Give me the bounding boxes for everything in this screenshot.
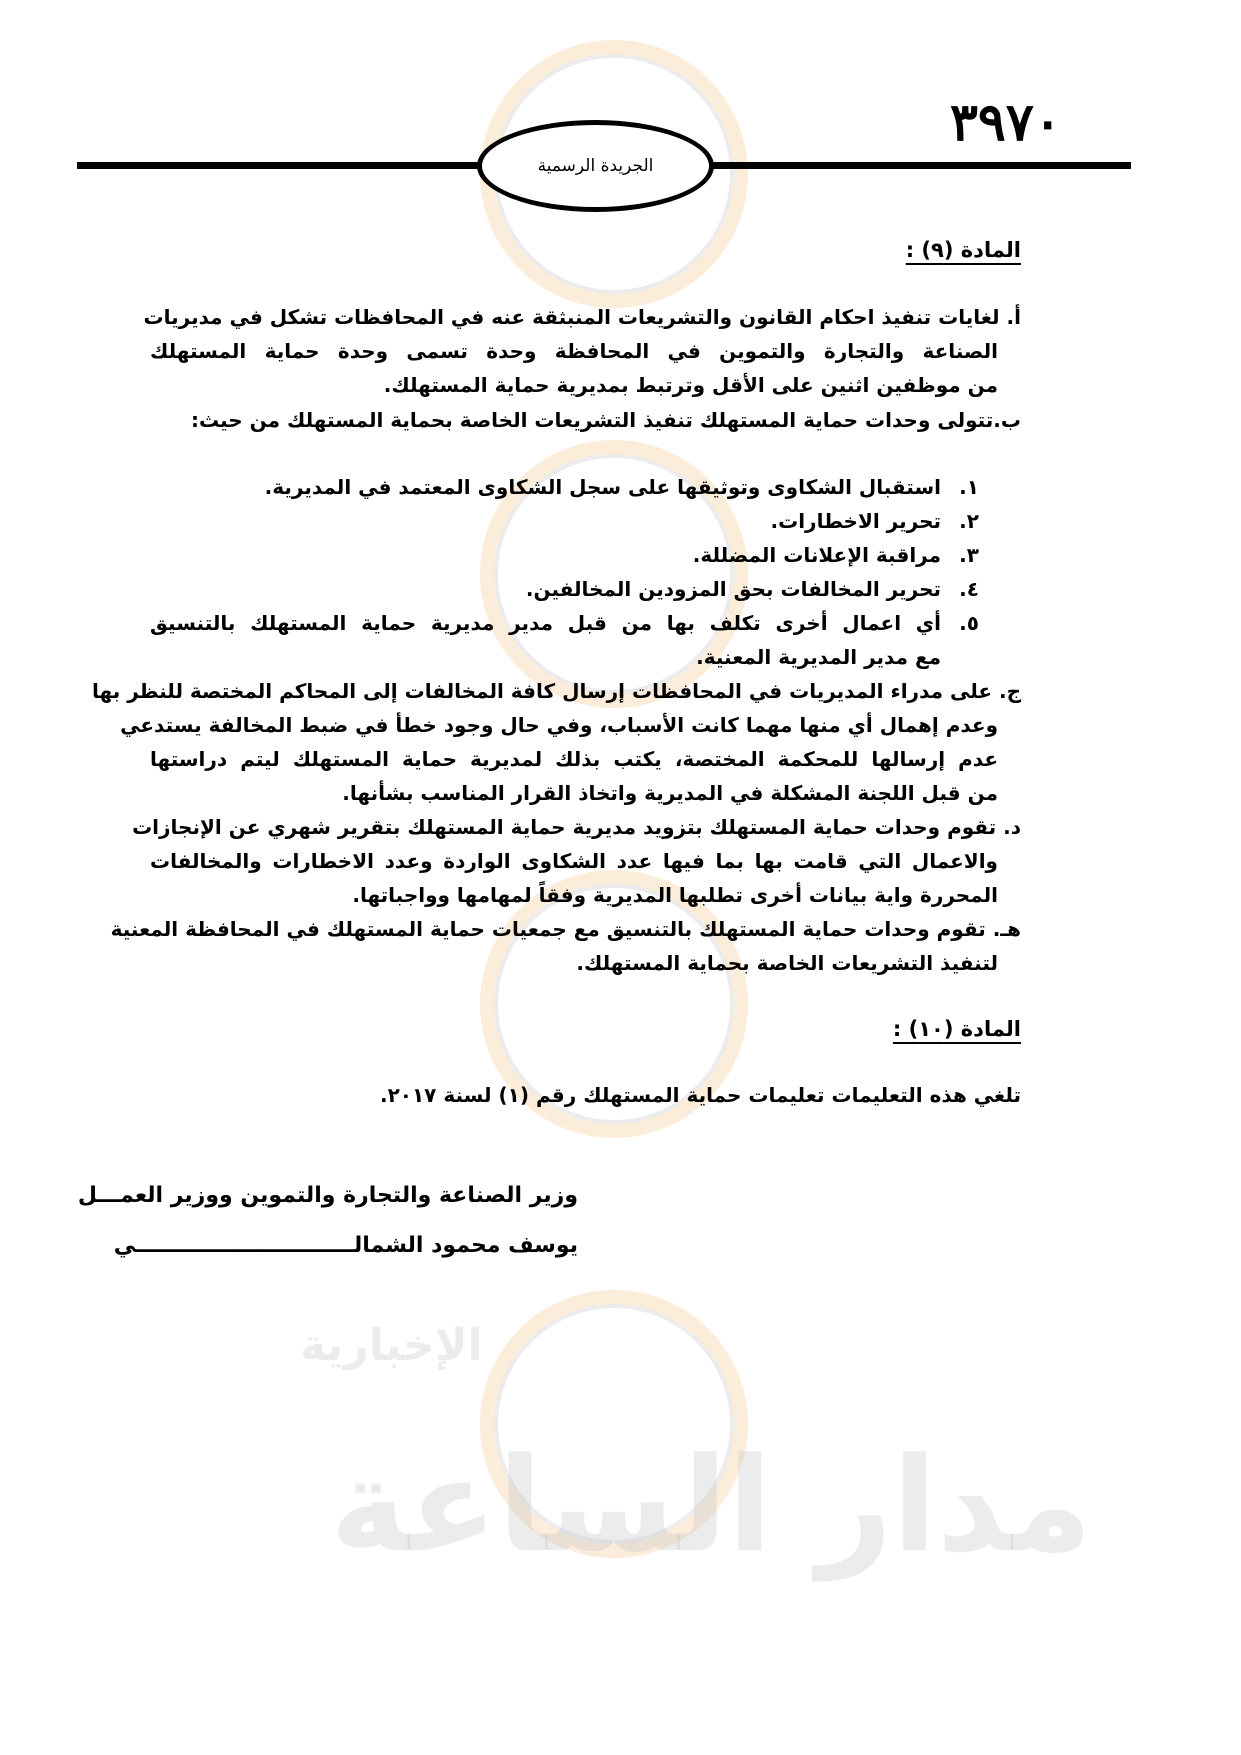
item-number: ١.: [959, 475, 979, 499]
item-text: أي اعمال أخرى تكلف بها من قبل مدير مديرية حماية المستهلك بالتنسيق: [150, 611, 941, 635]
item-text: تحرير الاخطارات.: [770, 509, 941, 533]
article-9-heading: المادة (٩) :: [905, 238, 1021, 262]
item-number: ٢.: [959, 509, 979, 533]
clause-d-line: د. تقوم وحدات حماية المستهلك بتزويد مديرية حماية المستهلك بتقرير شهري عن الإنجازات: [132, 815, 1021, 839]
clause-a-line: الصناعة والتجارة والتموين في المحافظة وحدة تسمى وحدة حماية المستهلك: [150, 339, 998, 363]
article-10-heading: المادة (١٠) :: [892, 1017, 1021, 1041]
clause-a-line: من موظفين اثنين على الأقل وترتبط بمديرية حماية المستهلك.: [383, 373, 998, 397]
clause-c-line: وعدم إهمال أي منها مهما كانت الأسباب، وفي حال وجود خطأ في ضبط المخالفة يستدعي: [120, 713, 998, 737]
item-text: استقبال الشكاوى وتوثيقها على سجل الشكاوى المعتمد في المديرية.: [264, 475, 941, 499]
minister-title: وزير الصناعة والتجارة والتموين ووزير العمـــل: [77, 1183, 578, 1208]
clause-e-line: هـ. تقوم وحدات حماية المستهلك بالتنسيق مع جمعيات حماية المستهلك في المحافظة المعنية: [110, 917, 1021, 941]
clause-d-line: المحررة واية بيانات أخرى تطلبها المديرية وفقاً لمهامها وواجباتها.: [352, 883, 998, 907]
clause-c-line: عدم إرسالها للمحكمة المختصة، يكتب بذلك لمديرية حماية المستهلك ليتم دراستها: [150, 747, 998, 771]
minister-name: يوسف محمود الشمالـــــــــــــــــــــــــــــي: [113, 1233, 578, 1258]
gazette-title: الجريدة الرسمية: [537, 156, 654, 176]
clause-b: ب.تتولى وحدات حماية المستهلك تنفيذ التشريعات الخاصة بحماية المستهلك من حيث:: [190, 408, 1021, 432]
gazette-title-ellipse: [477, 120, 714, 212]
item-number: ٤.: [959, 577, 979, 601]
clause-e-line: لتنفيذ التشريعات الخاصة بحماية المستهلك.: [576, 951, 998, 975]
clause-a-line: أ. لغايات تنفيذ احكام القانون والتشريعات المنبثقة عنه في المحافظات تشكل في مديريات: [143, 305, 1021, 329]
clause-c-line: ج. على مدراء المديريات في المحافظات إرسال كافة المخالفات إلى المحاكم المختصة للنظر بها: [92, 679, 1021, 703]
item-number: ٣.: [959, 543, 979, 567]
clause-d-line: والاعمال التي قامت بها بما فيها عدد الشكاوى الواردة وعدد الاخطارات والمخالفات: [150, 849, 998, 873]
clause-c-line: من قبل اللجنة المشكلة في المديرية واتخاذ القرار المناسب بشأنها.: [342, 781, 998, 805]
watermark-brand: مدار الساعة: [330, 1429, 1093, 1581]
page-number: ٣٩٧٠: [950, 92, 1062, 153]
article-10-text: تلغي هذه التعليمات تعليمات حماية المستهلك رقم (١) لسنة ٢٠١٧.: [379, 1083, 1021, 1107]
watermark-subtitle: الإخبارية: [300, 1320, 483, 1371]
item-text: مع مدير المديرية المعنية.: [696, 645, 941, 669]
item-number: ٥.: [959, 611, 979, 635]
watermark-clock-icon: [480, 1290, 748, 1558]
item-text: تحرير المخالفات بحق المزودين المخالفين.: [525, 577, 941, 601]
item-text: مراقبة الإعلانات المضللة.: [692, 543, 941, 567]
